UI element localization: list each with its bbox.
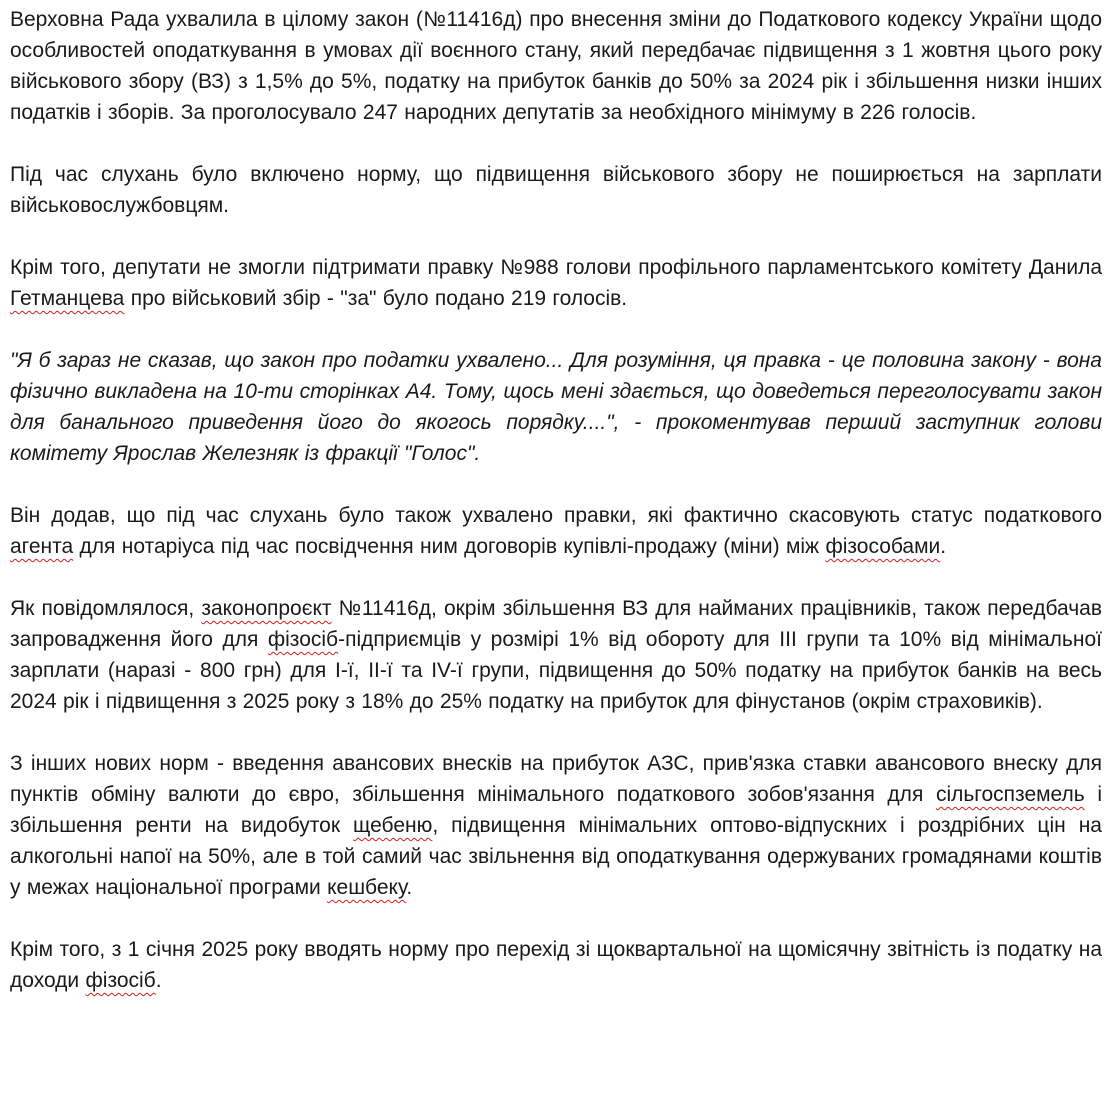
paragraph-amendment-988: [10, 252, 1102, 314]
text-segment: З інших нових норм - введення авансових внесків на прибуток АЗС, прив'язка ставки авансового внеску для пунктів обміну валюти до євро, збільшення мінімального податкового зобов'язання для: [10, 752, 1102, 806]
paragraph-bill-details: [10, 593, 1102, 717]
spellcheck-flagged-word: фізосіб: [267, 628, 339, 651]
text-segment: Він додав, що під час слухань було також ухвалено правки, які фактично скасовують статус податкового: [10, 504, 1102, 527]
paragraph-other-norms: [10, 748, 1102, 903]
spellcheck-flagged-word: агента: [10, 535, 74, 558]
text-segment: .: [406, 876, 413, 899]
text-segment: і збільшення ренти на видобуток: [10, 783, 1103, 837]
text-segment: .: [940, 535, 947, 558]
text-segment: Крім того, депутати не змогли підтримати правку №988 голови профільного парламентського комітету Данила: [10, 256, 1102, 279]
text-segment: Верховна Рада ухвалила в цілому закон (№11416д) про внесення зміни до Податкового кодексу України щодо особливостей оподаткування в умовах дії воєнного стану, який передбачає підвищення з 1 жовтня цього року військового збору (ВЗ) з 1,5% до 5%, податку на прибуток банків до 50% за 2024 рік і збільшення низки інших податків і зборів. За проголосувало 247 народних депутатів за необхідного мінімуму в 226 голосів.: [10, 8, 1102, 124]
spellcheck-flagged-word: Гетманцева: [10, 287, 125, 310]
text-segment: Як повідомлялося,: [10, 597, 202, 620]
paragraph-monthly-reporting: [10, 934, 1102, 996]
spellcheck-flagged-word: сільгоспземель: [935, 783, 1085, 806]
paragraph-military-exemption: [10, 159, 1102, 221]
paragraph-law-adoption: [10, 4, 1102, 128]
spellcheck-flagged-word: фізосіб: [85, 969, 156, 992]
text-segment: Під час слухань було включено норму, що підвищення військового збору не поширюється на зарплати військовослужбовцям.: [10, 163, 1102, 217]
paragraph-notary-amendments: [10, 500, 1102, 562]
quote-text: "Я б зараз не сказав, що закон про податки ухвалено... Для розуміння, ця правка - це половина закону - вона фізично викладена на 10-ти сторінках А4. Тому, щось мені здається, що доведеться переголосувати закон для банального приведення його до якогось порядку....", - прокоментував перший заступник голови комітету Ярослав Железняк із фракції "Голос".: [10, 349, 1102, 465]
paragraph-quote: [10, 345, 1102, 469]
text-segment: , підвищення мінімальних оптово-відпускних і роздрібних цін на алкогольні напої на 50%, але в той самий час звільнення від оподаткування одержуваних громадянами коштів у межах національної програми: [10, 814, 1102, 899]
text-segment: для нотаріуса під час посвідчення ним договорів купівлі-продажу (міни) між: [73, 535, 826, 558]
text-segment: Крім того, з 1 січня 2025 року вводять норму про перехід зі щоквартальної на щомісячну звітність із податку на доходи: [10, 938, 1102, 992]
spellcheck-flagged-word: фізособами: [825, 535, 941, 558]
spellcheck-flagged-word: законопроєкт: [201, 597, 332, 620]
text-segment: .: [155, 969, 162, 992]
spellcheck-flagged-word: щебеню: [353, 814, 433, 837]
text-segment: -підприємців у розмірі 1% від обороту для III групи та 10% від мінімальної зарплати (наразі - 800 грн) для I-ї, II-ї та IV-ї групи, підвищення до 50% податку на прибуток банків на весь 2024 рік і підвищення з 2025 року з 18% до 25% податку на прибуток для фінустанов (окрім страховиків).: [10, 628, 1102, 713]
text-segment: №11416д, окрім збільшення ВЗ для найманих працівників, також передбачав запровадження його для: [10, 597, 1102, 651]
text-segment: про військовий збір - "за" було подано 219 голосів.: [124, 287, 628, 310]
spellcheck-flagged-word: кешбеку: [327, 876, 407, 899]
